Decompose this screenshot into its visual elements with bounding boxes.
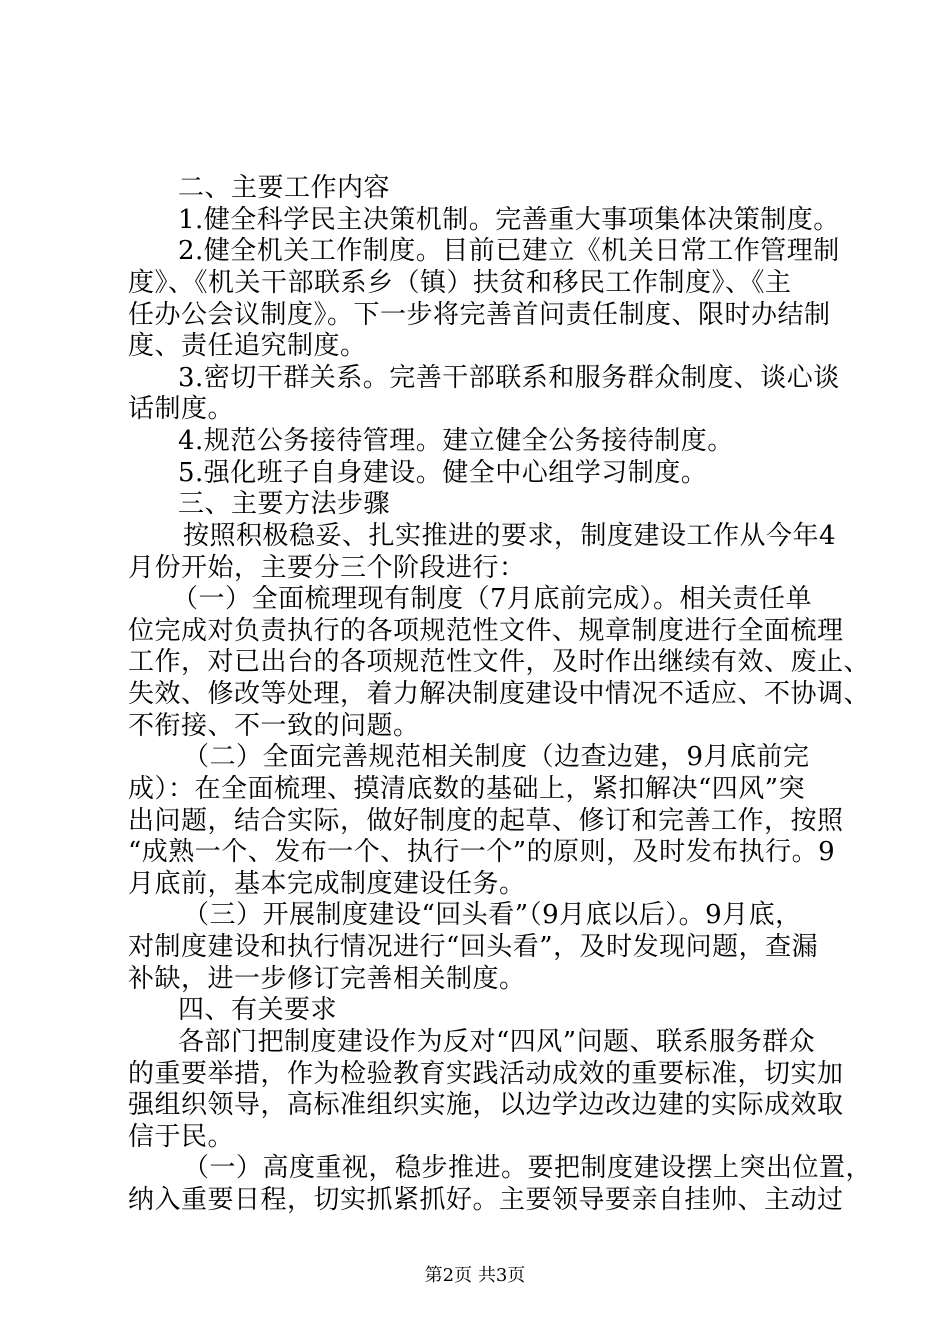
paragraph-line: 的重要举措，作为检验教育实践活动成效的重要标准，切实加: [128, 1059, 844, 1089]
paragraph-line: 失效、修改等处理，着力解决制度建设中情况不适应、不协调、: [128, 679, 871, 709]
paragraph-line: 2.健全机关工作制度。目前已建立《机关日常工作管理制: [178, 236, 840, 266]
paragraph-line: 出问题，结合实际，做好制度的起草、修订和完善工作，按照: [128, 806, 844, 836]
paragraph-line: “成熟一个、发布一个、执行一个”的原则，及时发布执行。9: [128, 837, 836, 867]
paragraph-line: 月份开始，主要分三个阶段进行：: [128, 553, 526, 583]
paragraph-line: 按照积极稳妥、扎实推进的要求，制度建设工作从今年4: [183, 521, 837, 551]
paragraph-line: 位完成对负责执行的各项规范性文件、规章制度进行全面梳理: [128, 616, 844, 646]
paragraph-line: （一）高度重视，稳步推进。要把制度建设摆上突出位置，: [183, 1153, 873, 1183]
paragraph-line: 月底前，基本完成制度建设任务。: [128, 869, 526, 899]
paragraph-line: 3.密切干群关系。完善干部联系和服务群众制度、谈心谈: [178, 363, 840, 393]
page-footer: 第2页 共3页: [424, 1265, 526, 1286]
paragraph-line: 1.健全科学民主决策机制。完善重大事项集体决策制度。: [178, 205, 840, 235]
paragraph-line: 4.规范公务接待管理。建立健全公务接待制度。: [178, 426, 734, 456]
paragraph-line: 工作，对已出台的各项规范性文件，及时作出继续有效、废止、: [128, 647, 871, 677]
paragraph-line: 成）：在全面梳理、摸清底数的基础上，紧扣解决“四风”突: [128, 774, 806, 804]
paragraph-line: 度、责任追究制度。: [128, 331, 367, 361]
paragraph-line: （二）全面完善规范相关制度（边查边建，9月底前完: [183, 742, 810, 772]
paragraph-line: 5.强化班子自身建设。健全中心组学习制度。: [178, 458, 708, 488]
paragraph-line: （三）开展制度建设“回头看”（9月底以后）。9月底，: [183, 900, 802, 930]
paragraph-line: 任办公会议制度》。下一步将完善首问责任制度、限时办结制: [128, 300, 831, 330]
paragraph-line: 不衔接、不一致的问题。: [128, 711, 420, 741]
paragraph-line: 各部门把制度建设作为反对“四风”问题、联系服务群众: [178, 1027, 816, 1057]
section-heading-2: 二、主要工作内容: [178, 173, 391, 203]
paragraph-line: 对制度建设和执行情况进行“回头看”，及时发现问题，查漏: [128, 932, 819, 962]
paragraph-line: 强组织领导，高标准组织实施，以边学边改边建的实际成效取: [128, 1090, 844, 1120]
paragraph-line: （一）全面梳理现有制度（7月底前完成）。相关责任单: [172, 584, 813, 614]
paragraph-line: 话制度。: [128, 394, 235, 424]
section-heading-4: 四、有关要求: [178, 995, 338, 1025]
section-heading-3: 三、主要方法步骤: [178, 489, 391, 519]
paragraph-line: 纳入重要日程，切实抓紧抓好。主要领导要亲自挂帅、主动过: [128, 1185, 844, 1215]
paragraph-line: 度》、《机关干部联系乡（镇）扶贫和移民工作制度》、《主: [128, 268, 792, 298]
paragraph-line: 补缺，进一步修订完善相关制度。: [128, 964, 526, 994]
paragraph-line: 信于民。: [128, 1122, 235, 1152]
